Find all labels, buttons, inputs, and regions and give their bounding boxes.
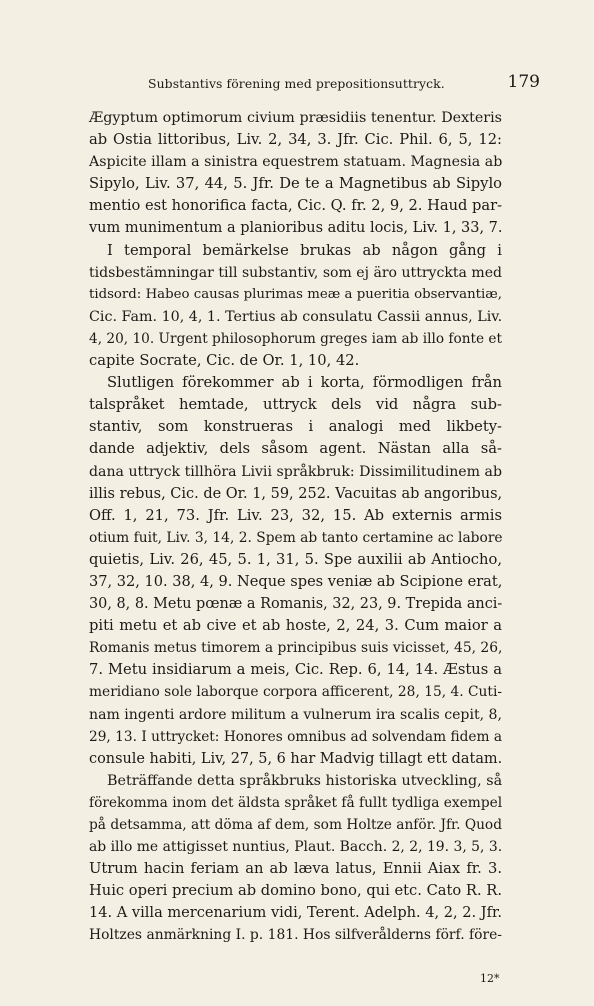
text-line: illis rebus, Cic. de Or. 1, 59, 252. Vacuitas ab angoribus, [89, 485, 503, 502]
printer-signature: 12* [480, 972, 500, 985]
text-line: meridiano sole laborque corpora afficerent, 28, 15, 4. Cuti- [89, 684, 502, 701]
text-line: 7. Metu insidiarum a meis, Cic. Rep. 6, 14, 14. Æstus a [89, 661, 502, 679]
text-line: mentio est honorifica facta, Cic. Q. fr. 2, 9, 2. Haud par- [89, 197, 503, 215]
text-line: 14. A villa mercenarium vidi, Terent. Adelph. 4, 2, 2. Jfr. [89, 904, 502, 922]
text-line: Beträffande detta språkbruks historiska utveckling, så [107, 772, 503, 789]
running-head [88, 72, 540, 96]
text-line: Romanis metus timorem a principibus suis vicisset, 45, 26, [89, 640, 503, 657]
text-line: Utrum hacin feriam an ab læva latus, Ennii Aiax fr. 3. [89, 860, 502, 878]
text-line: Slutligen förekommer ab i korta, förmodligen från [107, 374, 502, 392]
text-line: Cic. Fam. 10, 4, 1. Tertius ab consulatu Cassii annus, Liv. [89, 308, 503, 325]
text-line: Ægyptum optimorum civium præsidiis tenentur. Dexteris [89, 110, 502, 126]
text-line: Huic operi precium ab domino bono, qui etc. Cato R. R. [89, 882, 502, 900]
text-line: 30, 8, 8. Metu pœnæ a Romanis, 32, 23, 9. Trepida anci- [89, 596, 503, 613]
text-line: otium fuit, Liv. 3, 14, 2. Spem ab tanto certamine ac labore [89, 529, 503, 546]
text-line: tidsord: Habeo causas plurimas meæ a pueritia observantiæ, [89, 286, 502, 302]
text-line: piti metu et ab cive et ab hoste, 2, 24, 3. Cum maior a [89, 617, 502, 635]
text-line: Holtzes anmärkning I. p. 181. Hos silfverålderns förf. före- [89, 927, 502, 944]
text-line: capite Socrate, Cic. de Or. 1, 10, 42. [89, 352, 360, 370]
body-text [89, 107, 502, 947]
text-line: förekomma inom det äldsta språket få fullt tydliga exempel [89, 794, 503, 811]
text-line: Off. 1, 21, 73. Jfr. Liv. 23, 32, 15. Ab externis armis [89, 506, 502, 524]
text-line: dande adjektiv, dels såsom agent. Nästan alla så- [89, 440, 502, 458]
text-line: dana uttryck tillhöra Livii språkbruk: Dissimilitudinem ab [89, 463, 502, 480]
text-line: Sipylo, Liv. 37, 44, 5. Jfr. De te a Magnetibus ab Sipylo [89, 175, 502, 193]
text-line: vum munimentum a planioribus aditu locis, Liv. 1, 33, 7. [89, 220, 503, 237]
text-line: 4, 20, 10. Urgent philosophorum greges iam ab illo fonte et [89, 330, 502, 347]
text-line: I temporal bemärkelse brukas ab någon gång i [107, 241, 502, 259]
text-line: 29, 13. I uttrycket: Honores omnibus ad solvendam fidem a [89, 728, 502, 745]
text-line: talspråket hemtade, uttryck dels vid några sub- [89, 396, 502, 414]
text-line: ab Ostia littoribus, Liv. 2, 34, 3. Jfr. Cic. Phil. 6, 5, 12: [89, 131, 502, 149]
text-line: Aspicite illam a sinistra equestrem statuam. Magnesia ab [89, 154, 503, 171]
text-line: consule habiti, Liv, 27, 5, 6 har Madvig tillagt ett datam. [89, 750, 503, 767]
text-line: quietis, Liv. 26, 45, 5. 1, 31, 5. Spe auxilii ab Antiocho, [89, 550, 502, 568]
text-line: ab illo me attigisset nuntius, Plaut. Bacch. 2, 2, 19. 3, 5, 3. [89, 839, 503, 856]
text-line: tidsbestämningar till substantiv, som ej äro uttryckta med [89, 264, 502, 281]
text-line: på detsamma, att döma af dem, som Holtze anför. Jfr. Quod [89, 817, 502, 833]
page-number: 179 [507, 72, 540, 92]
text-line: stantiv, som konstrueras i analogi med likbety- [89, 418, 502, 436]
text-line: 37, 32, 10. 38, 4, 9. Neque spes veniæ ab Scipione erat, [89, 572, 503, 590]
text-line: nam ingenti ardore militum a vulnerum ira scalis cepit, 8, [89, 706, 502, 723]
running-title: Substantivs förening med prepositionsuttryck. [148, 76, 445, 91]
